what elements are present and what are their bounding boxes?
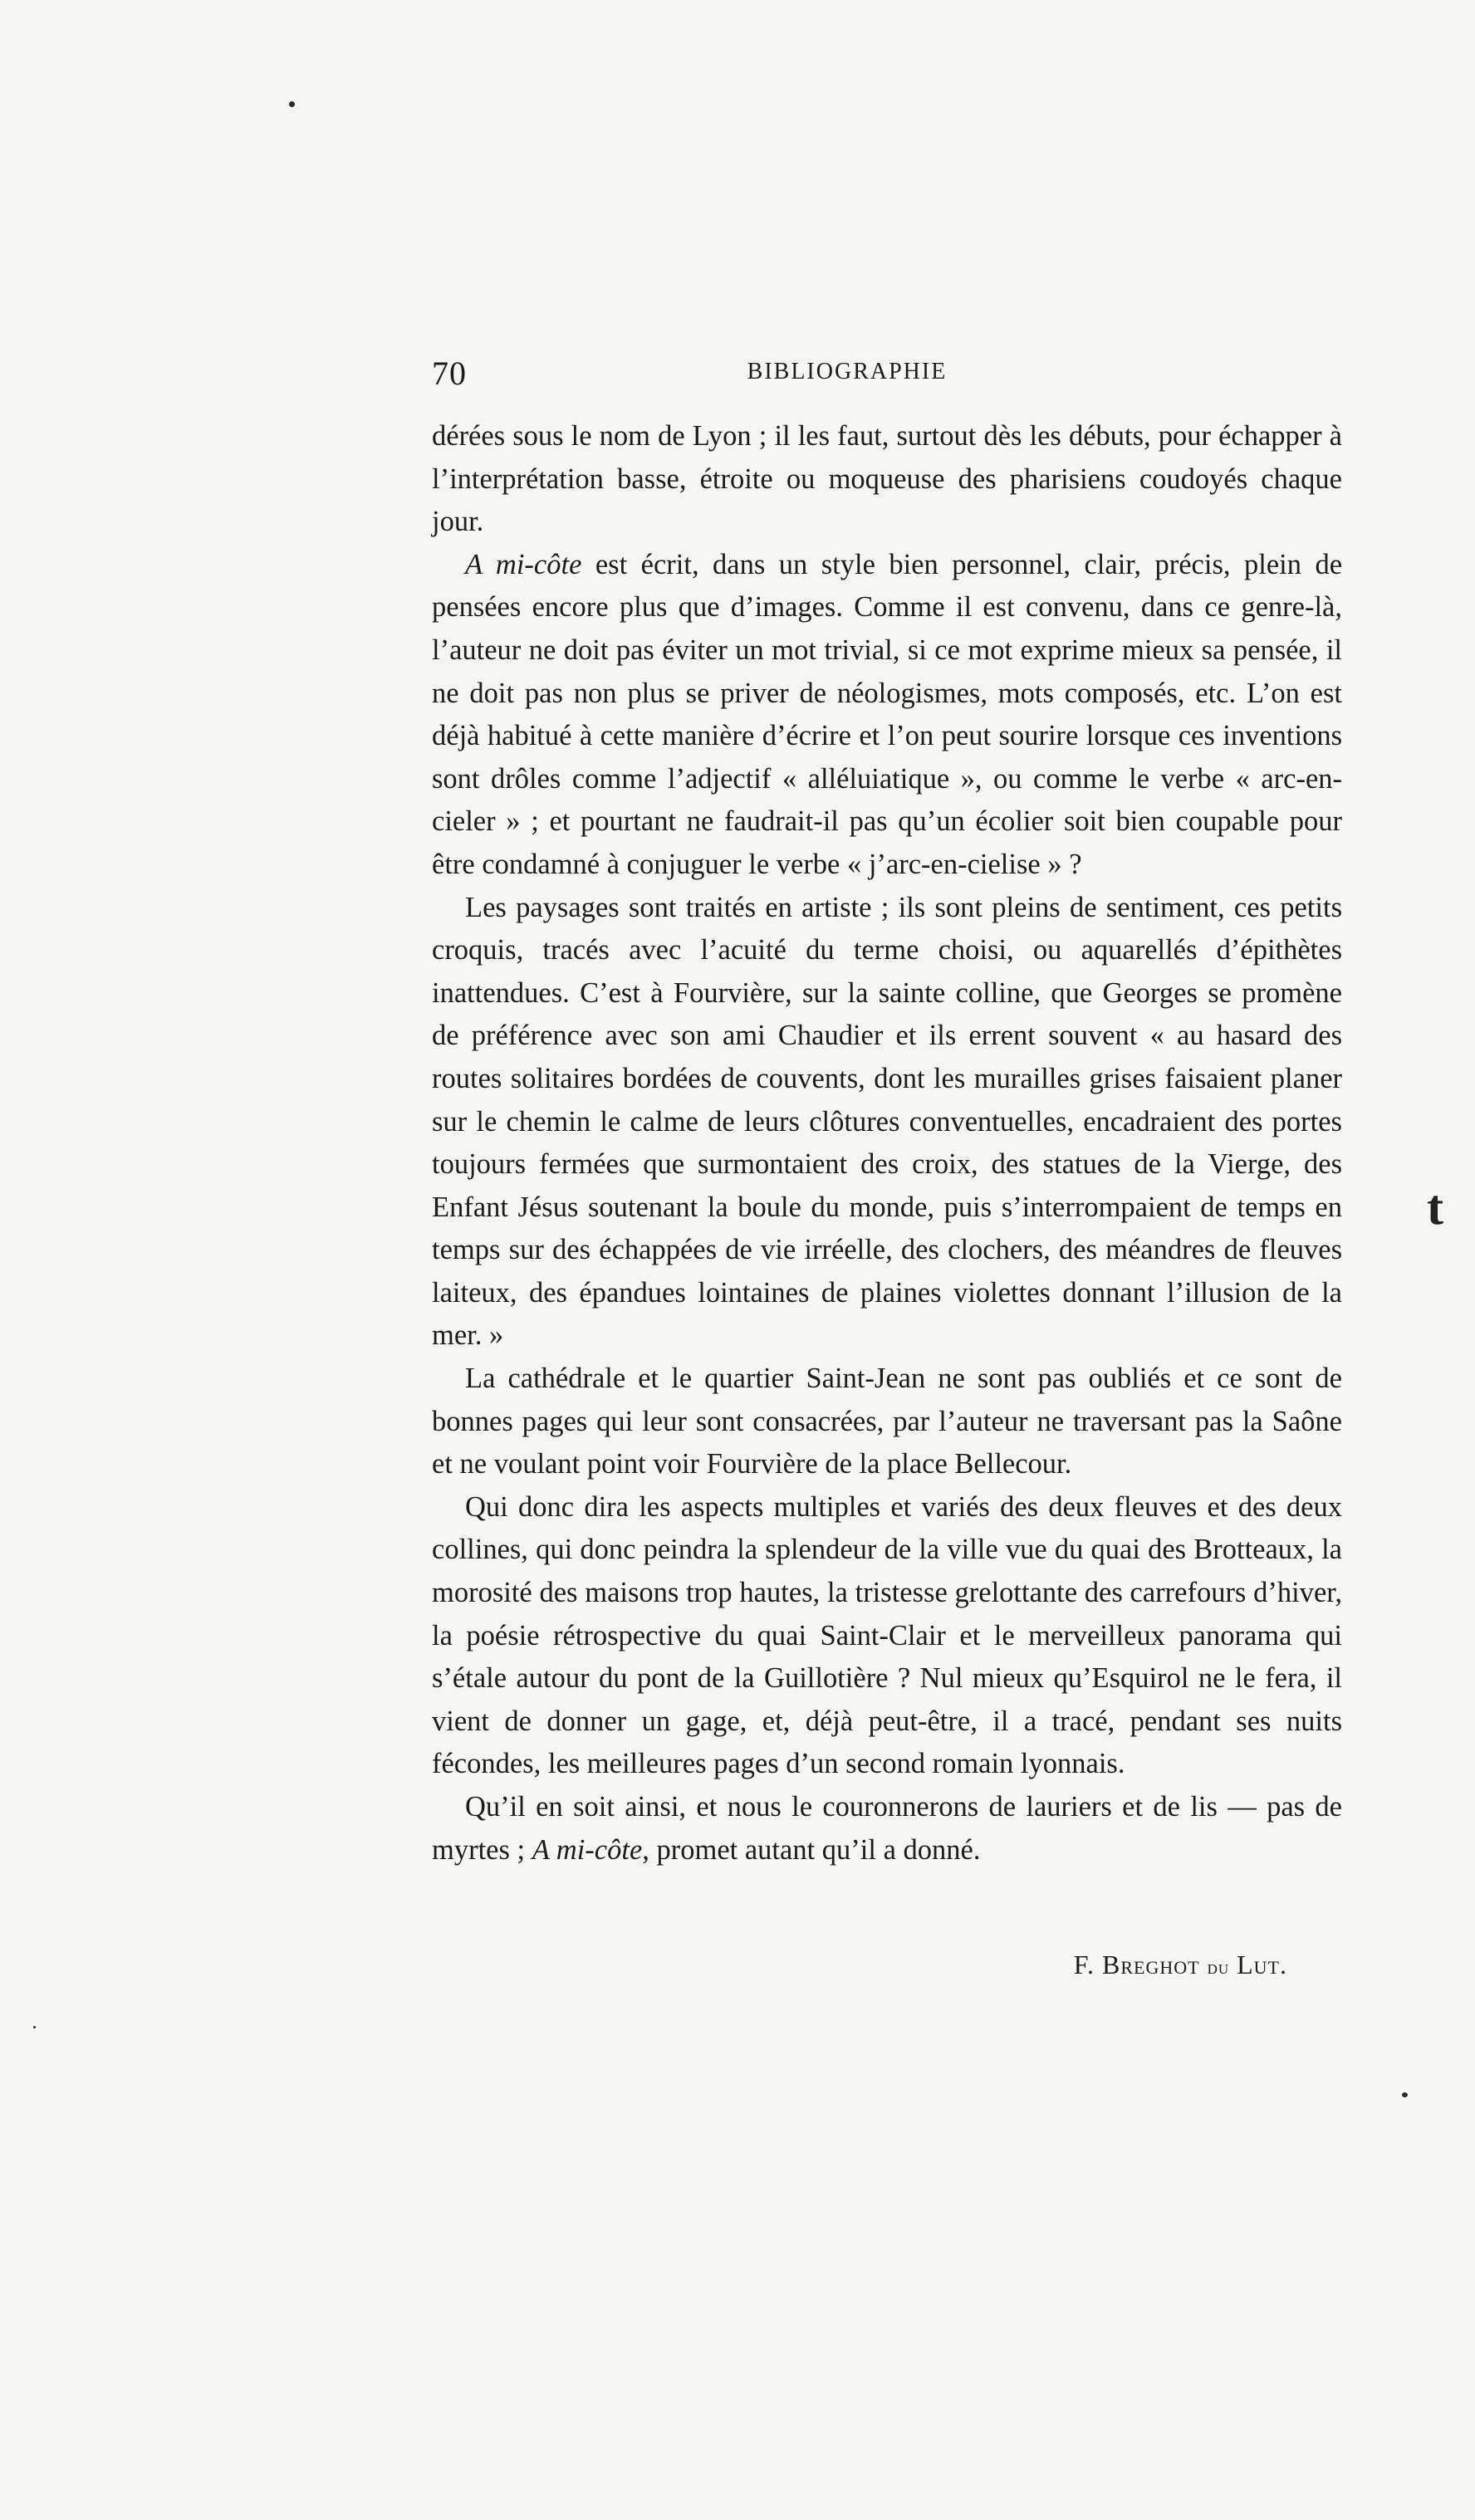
book-title-italic: A mi-côte: [465, 548, 582, 580]
signature-name-last: Lut.: [1237, 1950, 1287, 1979]
paragraph-3: Les paysages sont traités en artiste ; ils sont pleins de sentiment, ces petits croquis, tracés avec l’acuité du terme choisi, ou aquarellés d’épithètes inattendues. C’est à Fourvière, sur la sainte colline, que Georges se promène de préférence avec son ami Chaudier et ils errent souvent « au hasard des routes solitaires bordées de couvents, dont les murailles grises faisaient planer sur le chemin le calme de leurs clôtures conventuelles, encadraient des portes toujours fermées que surmontaient des croix, des statues de la Vierge, des Enfant Jésus soutenant la boule du monde, puis s’interrompaient de temps en temps sur des échappées de vie irréelle, des clochers, des méandres de fleuves laiteux, des épandues lointaines de plaines violettes donnant l’illusion de la mer. »: [432, 891, 1342, 1352]
scan-speck: [1402, 2092, 1408, 2097]
running-head-title: BIBLIOGRAPHIE: [747, 359, 948, 384]
margin-mark: t: [1427, 1180, 1443, 1235]
paragraph-6-text-after: , promet autant qu’il a donné.: [642, 1833, 981, 1866]
paragraph-6: [432, 1786, 1342, 1872]
scan-speck: [33, 2026, 36, 2028]
paragraph-6-text-before: Qu’il en soit ainsi, et nous le couronnerons de lauriers et de lis — pas de myrtes ;: [432, 1791, 1342, 1866]
book-title-italic: A mi-côte: [532, 1833, 643, 1866]
scan-speck: [289, 101, 295, 107]
author-signature: [955, 1950, 1287, 1980]
paragraph-1: dérées sous le nom de Lyon ; il les faut, surtout dès les débuts, pour échapper à l’interprétation basse, étroite ou moqueuse des pharisiens coudoyés chaque jour.: [432, 420, 1342, 538]
signature-particle: du: [1207, 1957, 1230, 1979]
paragraph-2-text: est écrit, dans un style bien personnel, clair, précis, plein de pensées encore plus que d’images. Comme il est convenu, dans ce genre-là, l’auteur ne doit pas éviter un mot trivial, si ce mot exprime mieux sa pensée, il ne doit pas non plus se priver de néologismes, mots composés, etc. L’on est déjà habitué à cette manière d’écrire et l’on peut sourire lorsque ces inventions sont drôles comme l’adjectif « alléluiatique », ou comme le verbe « arc-en-cieler » ; et pourtant ne faudrait-il pas qu’un écolier soit bien coupable pour être condamné à conjuguer le verbe « j’arc-en-cielise » ?: [432, 548, 1343, 880]
paragraph-5: Qui donc dira les aspects multiples et variés des deux fleuves et des deux collines, qui donc peindra la splendeur de la ville vue du quai des Brotteaux, la morosité des maisons trop hautes, la tristesse grelottante des carrefours d’hiver, la poésie rétrospective du quai Saint-Clair et le merveilleux panorama qui s’étale autour du pont de la Guillotière ? Nul mieux qu’Esquirol ne le fera, il vient de donner un gage, et, déjà peut-être, il a tracé, pendant ses nuits fécondes, les meilleures pages d’un second romain lyonnais.: [432, 1490, 1342, 1780]
signature-name-first: Breghot: [1102, 1950, 1200, 1979]
running-head: [432, 354, 1262, 404]
page-number: 70: [432, 355, 467, 392]
paragraph-2: [432, 544, 1342, 887]
signature-initial: F.: [1073, 1950, 1095, 1979]
paragraph-4: La cathédrale et le quartier Saint-Jean ne sont pas oubliés et ce sont de bonnes pages qui leur sont consacrées, par l’auteur ne traversant pas la Saône et ne voulant point voir Fourvière de la place Bellecour.: [432, 1363, 1342, 1480]
body-text: [432, 415, 1342, 1872]
